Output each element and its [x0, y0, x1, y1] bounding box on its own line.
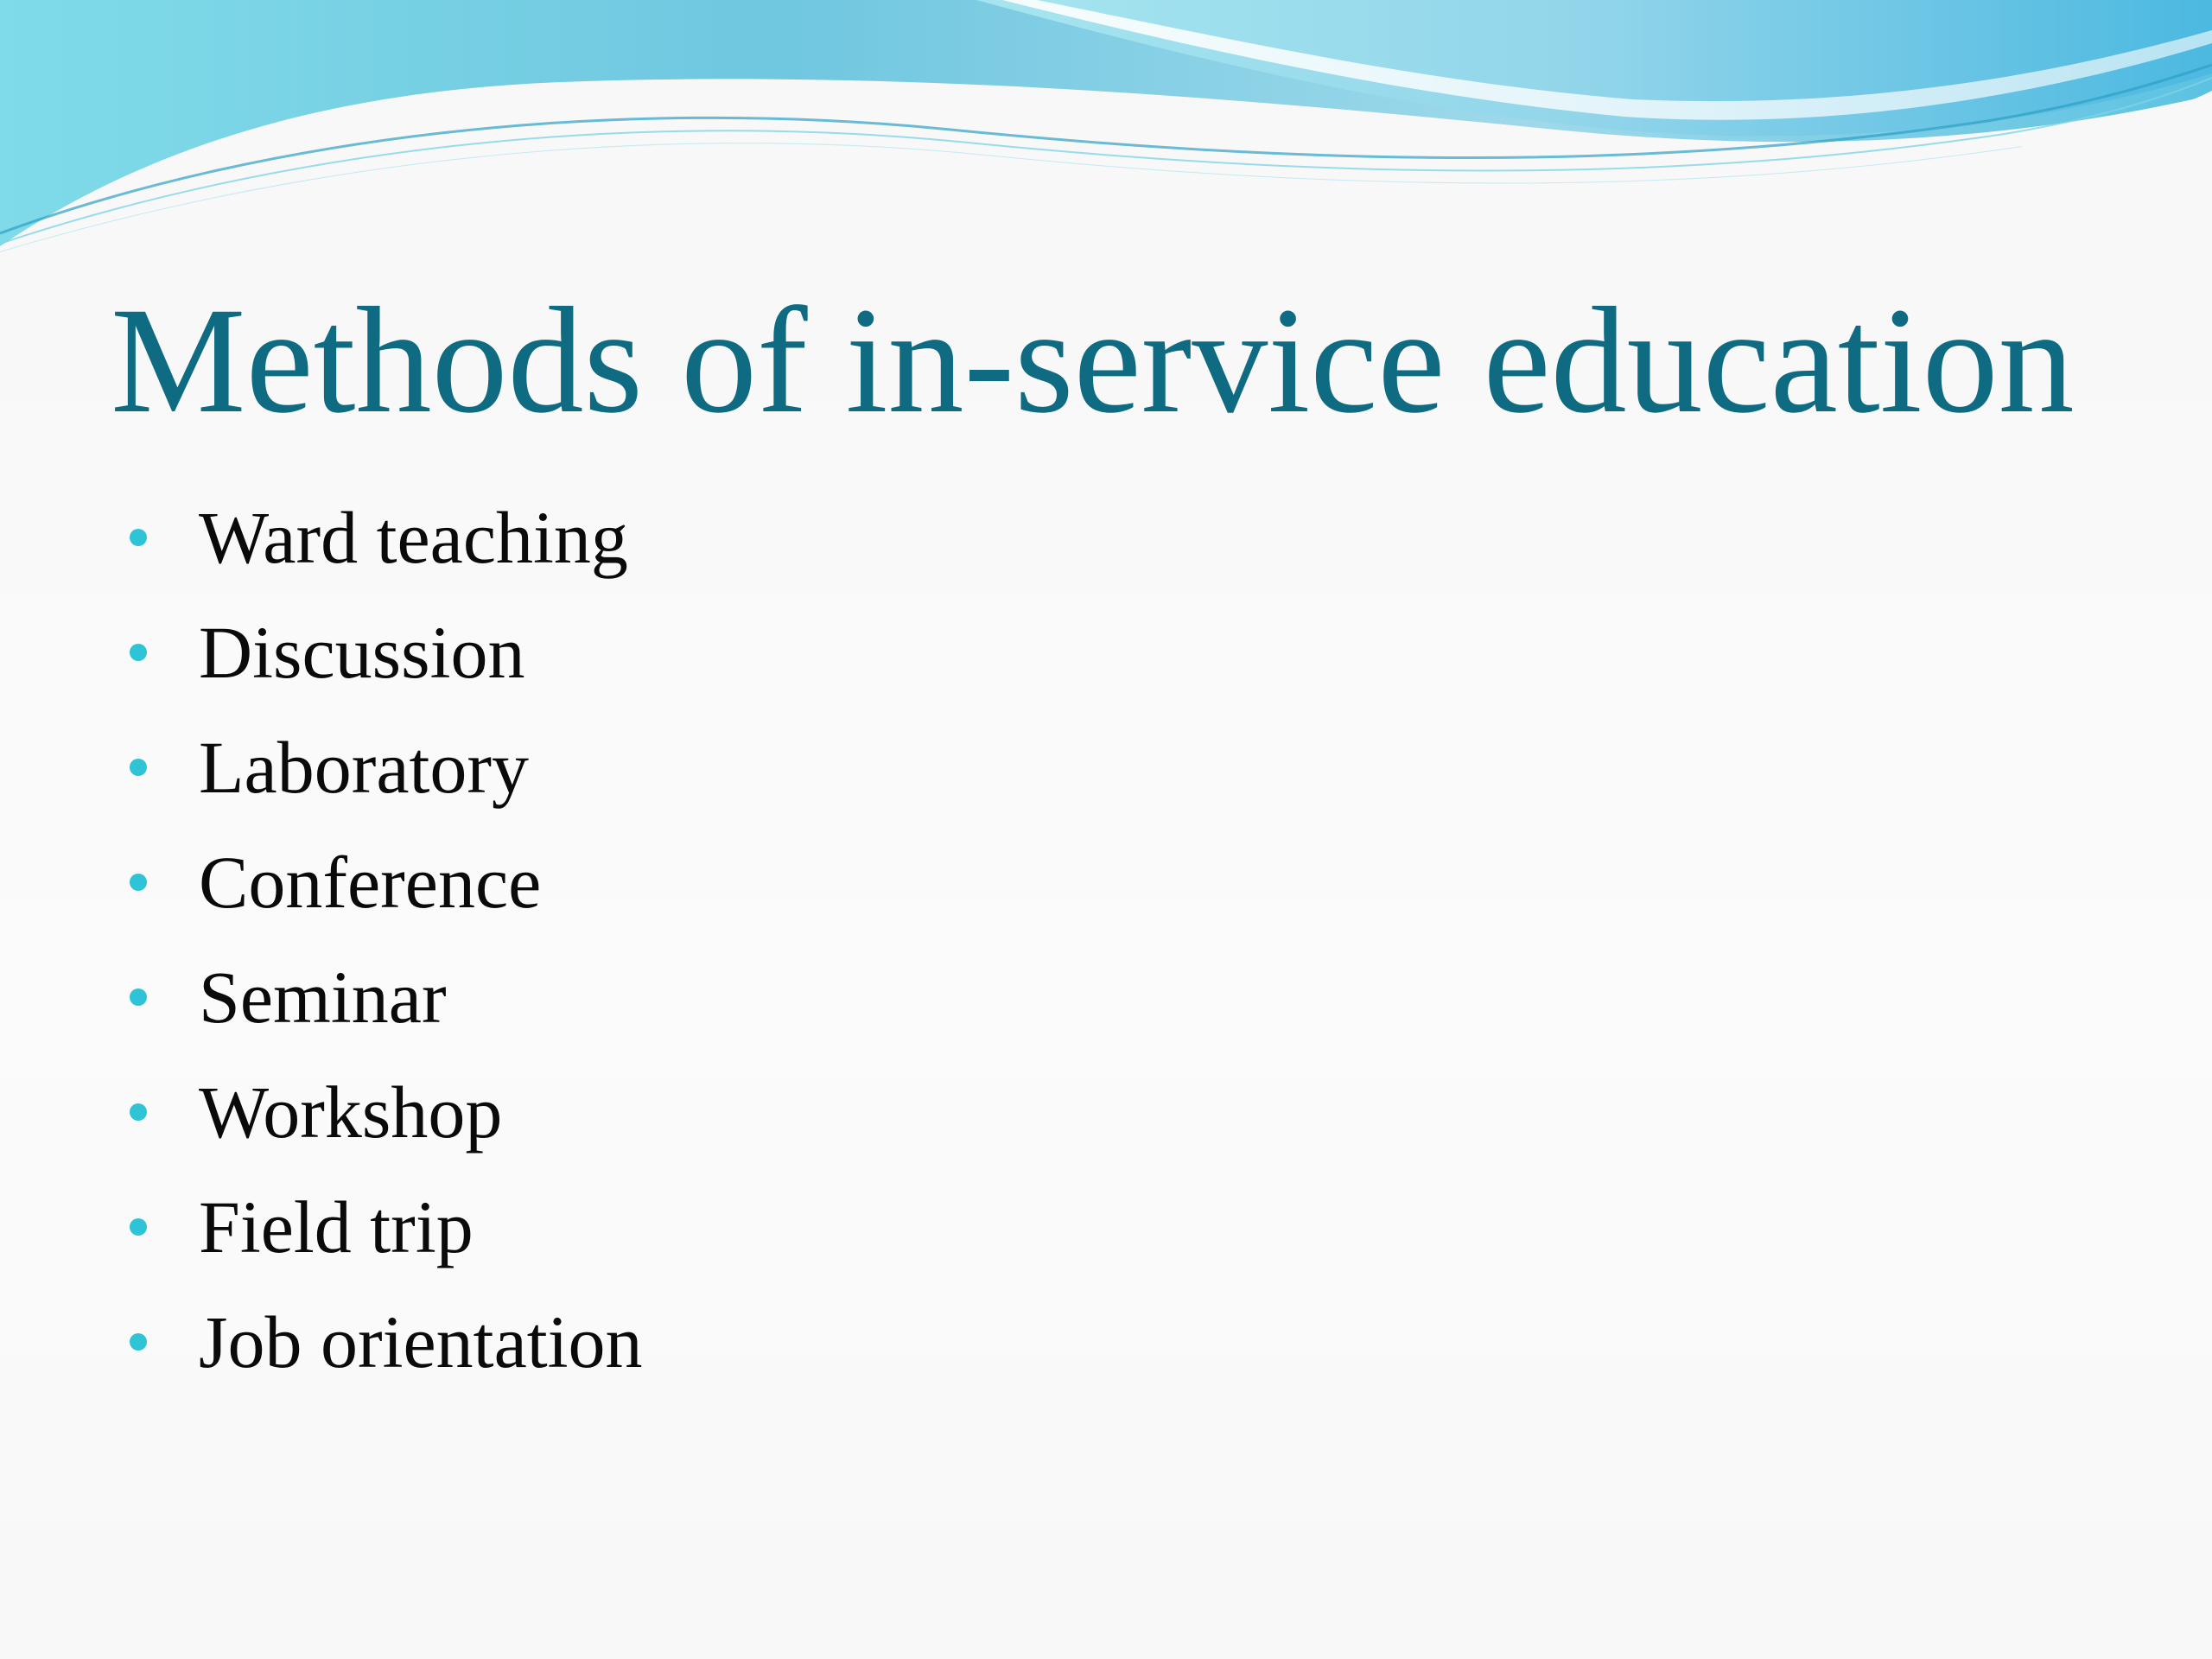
list-item	[130, 824, 643, 939]
bullet-icon	[130, 874, 147, 891]
list-item	[130, 594, 643, 709]
bullet-icon	[130, 644, 147, 661]
bullet-icon	[130, 1103, 147, 1121]
list-item	[130, 480, 643, 594]
bullet-icon	[130, 1218, 147, 1236]
list-item	[130, 939, 643, 1054]
bullet-text: Field trip	[199, 1185, 474, 1268]
bullet-text: Workshop	[199, 1070, 503, 1154]
bullet-icon	[130, 529, 147, 546]
bullet-text: Discussion	[199, 610, 525, 694]
bullet-text: Job orientation	[199, 1300, 643, 1383]
bullet-icon	[130, 1333, 147, 1351]
bullet-icon	[130, 759, 147, 776]
bullet-text: Ward teaching	[199, 495, 628, 579]
bullet-icon	[130, 988, 147, 1006]
header-wave-decoration	[0, 0, 2212, 259]
list-item	[130, 1169, 643, 1284]
bullet-text: Seminar	[199, 955, 447, 1039]
list-item	[130, 1284, 643, 1399]
slide-title: Methods of in-service education	[111, 276, 2075, 445]
bullet-text: Laboratory	[199, 725, 530, 809]
bullet-list	[130, 480, 643, 1399]
bullet-text: Conference	[199, 840, 542, 924]
list-item	[130, 1054, 643, 1169]
list-item	[130, 709, 643, 824]
